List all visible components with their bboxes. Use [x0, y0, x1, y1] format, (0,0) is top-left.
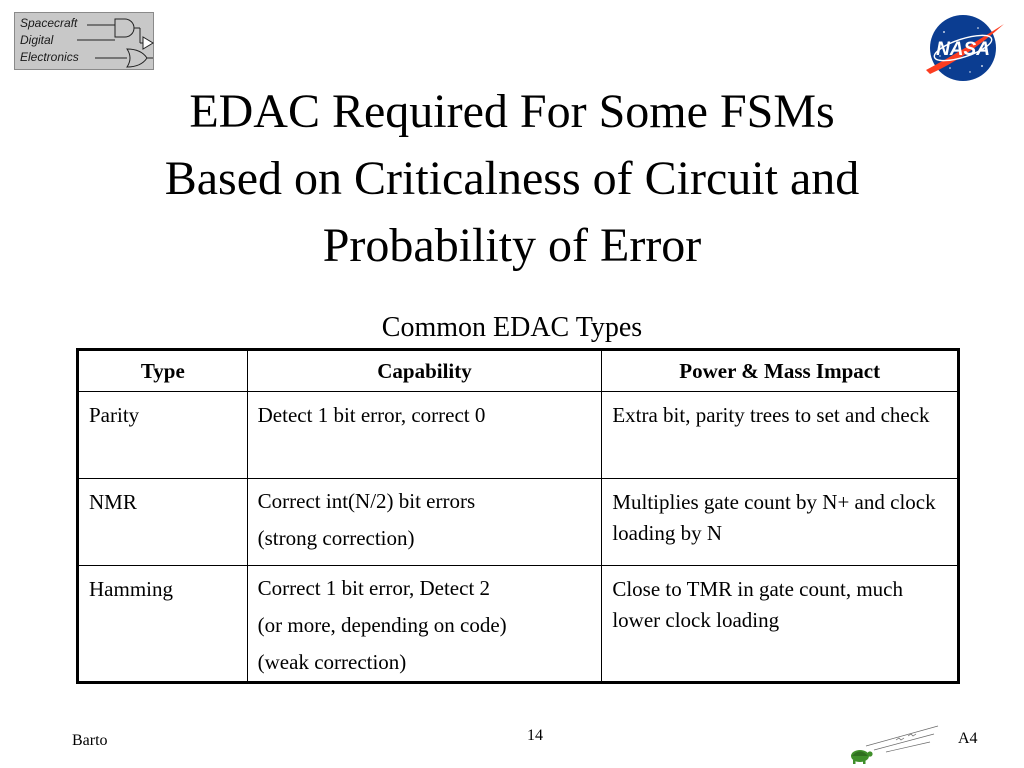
- capability-line: Correct 1 bit error, Detect 2: [257, 576, 491, 600]
- logo-line-electronics: Electronics: [20, 50, 79, 64]
- edac-types-table: [76, 348, 960, 684]
- logo-line-spacecraft: Spacecraft: [20, 16, 78, 30]
- table-row: [78, 566, 959, 683]
- cell-capability: [247, 479, 602, 566]
- slide-id: A4: [958, 730, 978, 747]
- cell-impact: Multiplies gate count by N+ and clock loading by N: [602, 479, 959, 566]
- nasa-logo-text: NASA: [936, 39, 990, 60]
- footer-author: Barto: [72, 732, 108, 749]
- capability-line: (or more, depending on code): [257, 613, 507, 637]
- header-type: Type: [78, 350, 248, 392]
- cell-capability: [247, 566, 602, 683]
- cell-type: Hamming: [78, 566, 248, 683]
- cell-capability: [247, 392, 602, 479]
- cell-impact: Close to TMR in gate count, much lower clock loading: [602, 566, 959, 683]
- header-capability: Capability: [247, 350, 602, 392]
- turtle-icon: [846, 720, 946, 766]
- nasa-logo: [920, 12, 1006, 84]
- cell-type: NMR: [78, 479, 248, 566]
- table-row: [78, 479, 959, 566]
- spacecraft-digital-electronics-logo: [14, 12, 154, 70]
- table-caption: Common EDAC Types: [381, 312, 643, 343]
- header-impact: Power & Mass Impact: [602, 350, 959, 392]
- table-header-row: [78, 350, 959, 392]
- page-number: 14: [527, 727, 543, 744]
- logo-line-digital: Digital: [20, 33, 54, 47]
- page-title: [40, 78, 984, 279]
- cell-impact: Extra bit, parity trees to set and check: [602, 392, 959, 479]
- title-line-2: Based on Criticalness of Circuit and: [164, 152, 860, 205]
- title-line-3: Probability of Error: [322, 219, 702, 272]
- capability-line: (strong correction): [257, 526, 415, 550]
- title-line-1: EDAC Required For Some FSMs: [189, 85, 835, 138]
- capability-line: Correct int(N/2) bit errors: [257, 489, 476, 513]
- cell-type: Parity: [78, 392, 248, 479]
- capability-line: Detect 1 bit error, correct 0: [257, 403, 486, 427]
- table-row: [78, 392, 959, 479]
- capability-line: (weak correction): [257, 650, 407, 674]
